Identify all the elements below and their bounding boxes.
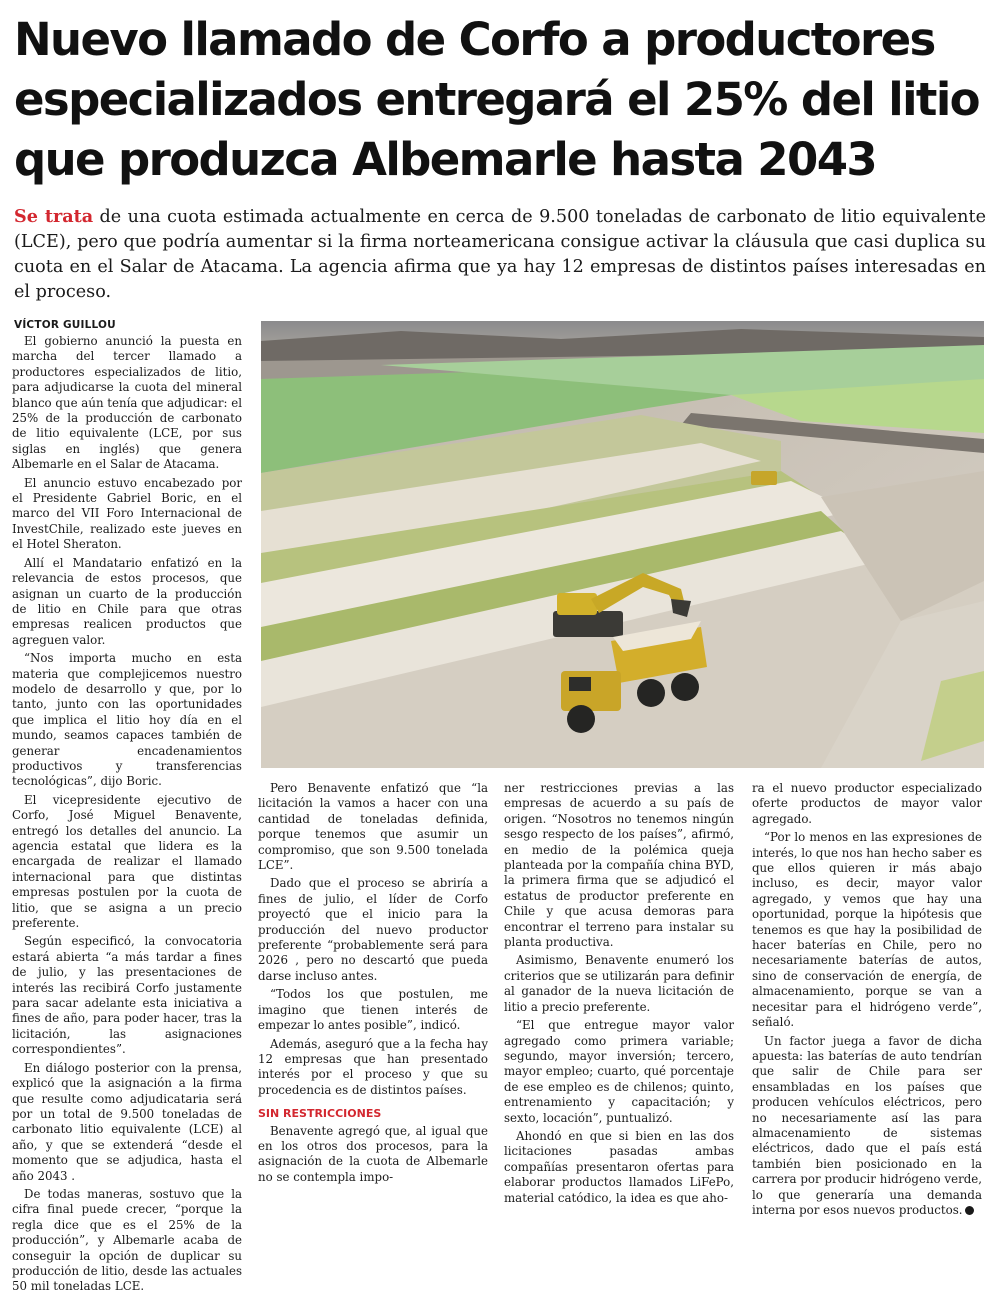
paragraph: Benavente agregó que, al igual que en los otros dos procesos, para la asignación de la cuota de Albemarle no se contempla impo- [258,1123,488,1184]
headline: Nuevo llamado de Corfo a productores especializados entregará el 25% del litio que produzca Albemarle hasta 2043 [14,13,979,186]
paragraph: Además, aseguró que a la fecha hay 12 empresas que han presentado interés por el proceso y que su procedencia es de distintos países. [258,1036,488,1097]
body-column-4 [752,781,982,1221]
body-column-3 [504,781,734,1209]
paragraph: “Por lo menos en las expresiones de interés, lo que nos han hecho saber es que ellos quieren ir más abajo incluso, es decir, mayor valor agregado, y vemos que hay una oportunidad, porque la hipótesis que tenemos es que hay la posibilidad de hacer baterías en Chile, pero no necesariamente baterías de autos, sino de conservación de energía, de almacenamiento, porque se van a necesitar para el hidrógeno verde”, señaló. [752,830,982,1030]
byline: VÍCTOR GUILLOU [14,319,116,331]
paragraph: El gobierno anunció la puesta en marcha del tercer llamado a productores especializados de litio, para adjudicarse la cuota del mineral blanco que aún tenía que adjudicar: el 25% de la producción de carbonato de litio equivalente (LCE, por sus siglas en inglés) que genera Albemarle en el Salar de Atacama. [12,334,242,472]
paragraph: Pero Benavente enfatizó que “la licitación la vamos a hacer con una cantidad de toneladas definida, porque tenemos que asumir un compromiso, que son 9.500 tonelada LCE”. [258,781,488,873]
end-of-article-icon [965,1206,974,1215]
paragraph: “Todos los que postulen, me imagino que tienen interés de empezar lo antes posible”, indicó. [258,987,488,1033]
paragraph: De todas maneras, sostuvo que la cifra final puede crecer, “porque la regla dice que es el 25% de la producción”, y Albemarle acaba de conseguir la opción de duplicar su producción de litio, desde las actuales 50 mil toneladas LCE. [12,1186,242,1294]
salar-photo [261,321,984,768]
dek-text: de una cuota estimada actualmente en cerca de 9.500 toneladas de carbonato de litio equivalente (LCE), pero que podría aumentar si la firma norteamericana consigue activar la cláusula que casi duplica su cuota en el Salar de Atacama. La agencia afirma que ya hay 12 empresas de distintos países interesadas en el proceso. [14,207,986,302]
paragraph: ner restricciones previas a las empresas de acuerdo a su país de origen. “Nosotros no tenemos ningún sesgo respecto de los países”, afirmó, en medio de la polémica queja planteada por la compañía china BYD, la primera firma que se adjudicó el estatus de productor preferente en Chile y que acusa demoras para encontrar el terreno para instalar su planta productiva. [504,781,734,950]
paragraph: Asimismo, Benavente enumeró los criterios que se utilizarán para definir al ganador de la nueva licitación de litio a precio preferente. [504,953,734,1014]
paragraph: Ahondó en que si bien en las dos licitaciones pasadas ambas compañías presentaron ofertas para elaborar productos llamados LiFePo, material catódico, la idea es que aho- [504,1128,734,1205]
paragraph: Dado que el proceso se abriría a fines de julio, el líder de Corfo proyectó que el inicio para la producción del nuevo productor preferente “probablemente será para 2026 , pero no descartó que pueda darse incluso antes. [258,876,488,983]
dek-lead: Se trata [14,206,94,227]
article-dek [14,204,986,305]
body-column-1 [12,334,242,1294]
paragraph-text: Un factor juega a favor de dicha apuesta: las baterías de auto tendrían que salir de Chile para ser ensambladas en los países que producen vehículos eléctricos, pero no necesariamente así las para almacenamiento de sistemas eléctricos, dado que el país está también bien posicionado en la carrera por producir hidrógeno verde, lo que generaría una demanda interna por esos nuevos productos. [752,1033,982,1217]
paragraph: El vicepresidente ejecutivo de Corfo, José Miguel Benavente, entregó los detalles del anuncio. La agencia estatal que lidera es la encargada de realizar el llamado internacional para que distintas empresas postulen por la cuota de litio, que se asigna a un precio preferente. [12,792,242,931]
paragraph: “Nos importa mucho en esta materia que complejicemos nuestro modelo de desarrollo y que, por lo tanto, junto con las oportunidades que implica el litio hoy día en el mundo, seamos capaces también de generar encadenamientos productivos y transferencias tecnológicas”, dijo Boric. [12,651,242,789]
paragraph: Allí el Mandatario enfatizó en la relevancia de estos procesos, que asignan un cuarto de la producción de litio en Chile para que otras empresas realicen productos que agreguen valor. [12,555,242,647]
paragraph: ra el nuevo productor especializado oferte productos de mayor valor agregado. [752,781,982,826]
paragraph: Según especificó, la convocatoria estará abierta “a más tardar a fines de julio, y las presentaciones de interés las recibirá Corfo justamente para sacar adelante esta iniciativa a fines de año, para poder hacer, tras la licitación, las asignaciones correspondientes”. [12,934,242,1057]
paragraph: “El que entregue mayor valor agregado como primera variable; segundo, mayor inversión; tercero, mayor empleo; cuarto, qué porcentaje de ese empleo es de chilenos; quinto, entrenamiento y capacitación; y sexto, locación”, puntualizó. [504,1018,734,1125]
subhead: SIN RESTRICCIONES [258,1107,382,1121]
paragraph [752,1034,982,1219]
paragraph: El anuncio estuvo encabezado por el Presidente Gabriel Boric, en el marco del VII Foro Internacional de InvestChile, realizado este jueves en el Hotel Sheraton. [12,475,242,552]
body-column-2 [258,781,488,1188]
paragraph: En diálogo posterior con la prensa, explicó que la asignación a la firma que resulte como adjudicataria será por un total de 9.500 toneladas de carbonato litio equivalente (LCE) al año, y que se extenderá “desde el momento que se adjudica, hasta el año 2043 . [12,1060,242,1183]
